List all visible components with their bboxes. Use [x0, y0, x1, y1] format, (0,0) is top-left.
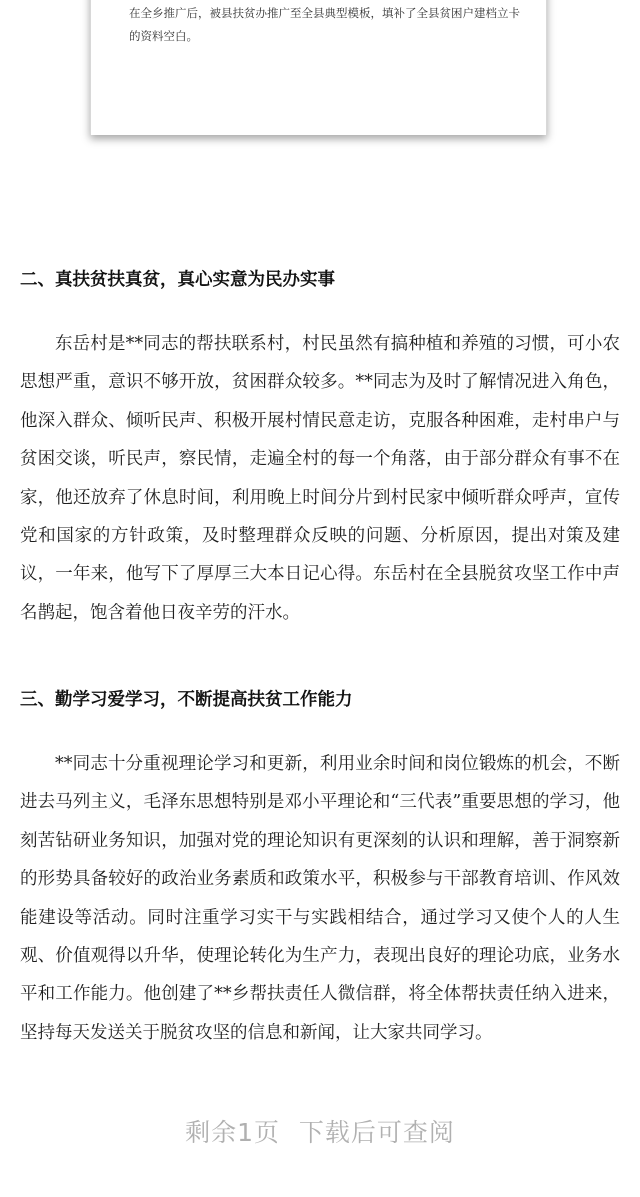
- section-2-paragraph: 东岳村是**同志的帮扶联系村，村民虽然有搞种植和养殖的习惯，可小农思想严重，意识不够开放，贫困群众较多。**同志为及时了解情况进入角色，他深入群众、倾听民声、积极开展村情民意走访，克服各种困难，走村串户与贫困交谈，听民声，察民情，走遍全村的每一个角落，由于部分群众有事不在家，他还放弃了休息时间，利用晚上时间分片到村民家中倾听群众呼声，宣传党和国家的方针政策，及时整理群众反映的问题、分析原因，提出对策及建议，一年来，他写下了厚厚三大本日记心得。东岳村在全县脱贫攻坚工作中声名鹊起，饱含着他日夜辛劳的汗水。: [20, 334, 620, 623]
- download-to-view-remaining-link[interactable]: 剩余1页 下载后可查阅: [185, 1118, 455, 1147]
- section-2-heading: 二、真扶贫扶真贫，真心实意为民办实事: [20, 270, 335, 290]
- section-3-heading: 三、勤学习爱学习，不断提高扶贫工作能力: [20, 690, 353, 710]
- document-preview-card: [90, 0, 547, 135]
- section-3-paragraph: **同志十分重视理论学习和更新，利用业余时间和岗位锻炼的机会，不断进去马列主义，毛泽东思想特别是邓小平理论和“三代表”重要思想的学习，他刻苦钻研业务知识，加强对党的理论知识有更深刻的认识和理解，善于洞察新的形势具备较好的政治业务素质和政策水平，积极参与干部教育培训、作风效能建设等活动。同时注重学习实干与实践相结合，通过学习又使个人的人生观、价值观得以升华，使理论转化为生产力，表现出良好的理论功底，业务水平和工作能力。他创建了**乡帮扶责任人微信群，将全体帮扶责任纳入进来，坚持每天发送关于脱贫攻坚的信息和新闻，让大家共同学习。: [20, 754, 620, 1043]
- card-text: 在全乡推广后，被县扶贫办推广至全县典型模板，填补了全县贫困户建档立卡的资料空白。: [129, 6, 520, 43]
